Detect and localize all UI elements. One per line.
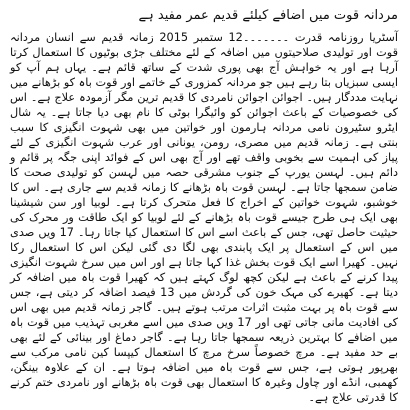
- article-paragraph: آسٹریا روزنامہ قدرت ۔۔۔۔۔۔۔12 ستمبر 2015 زمانہ قدیم سے انسان مردانہ قوت اور تولیدی صلاحیتوں میں اضافہ کے لئے مختلف جڑی بوٹیوں کا استعمال کرتا آرہا ہے اور یہ خواہش آج بھی پوری شدت کے ساتھ قائم ہے۔ یہاں ہم آپ کو ایسی سبزیاں بتا رہے ہیں جو مردانہ کمزوری کے خاتمے اور قوت باہ کو بڑھانے میں نہایت مددگار ہیں۔ اجوائن اجوائن نامردی کا قدیم ترین مگر آزمودہ علاج ہے۔ اس کی خصوصیات کے باعث اجوائن کو وائیگرا بوٹی کا نام بھی دیا جاتا ہے۔ یہ شال ایٹرو سٹیرون نامی مردانہ ہارمون اور خواتین میں بھی شہوت انگیزی کا سبب بنتی ہے۔ زمانہ قدیم میں مصری، رومن، یونانی اور عرب شہوت انگیزی کے لئے پیاز کی اہمیت سے بخوبی واقف تھے اور آج بھی اس کے فوائد اپنی جگہ پر قائم و دائم ہیں۔ لہسن یورپ کے جنوب مشرقی حصہ میں لہسن کو تولیدی صحت کا ضامن سمجھا جاتا ہے۔ لہسن قوت باہ بڑھانے کا زمانہ قدیم سے جاری ہے۔ اس کا خوشبو، شہوت خواتین کے اخراج کا فعل متحرک کرتا ہے۔ لوبیا اور سن شیشینا بھی ایک ہی طرح جیسے قوت باہ بڑھانے کے لئے لوبیا کو ایک طاقت ور محرک کی حیثیت حاصل تھی، جس کے باعث اسے اس کا استعمال کیا جاتا رہا۔ 17 ویں صدی میں اس کے استعمال پر ایک پابندی بھی لگا دی گئی لیکن اس کا استعمال رکا نہیں۔ کھیرا اسے ایک قوت بخش غذا کہا جاتا ہے اور اس میں سرخ شہوت انگیزی پیدا کرنے کے باعث ہے لیکن کچھ لوگ کہتے ہیں کہ کھیرا قوت باہ میں اضافہ کر دیتا ہے۔ کھیرے کی مہک خون کی گردش میں 13 فیصد اضافہ کر دیتی ہے، جس سے قوت باہ پر بہت مثبت اثرات مرتب ہوتے ہیں۔ گاجر زمانہ قدیم میں بھی اس کی افادیت مانی جاتی تھی اور 17 ویں صدی میں اسے مغربی تہذیب میں قوت باہ میں اضافے کا بہترین ذریعہ سمجھا جاتا رہا ہے۔ گاجر دماغ اور بینائی کے لئے بھی بے حد مفید ہے۔ مرچ خصوصاً سرخ مرچ کا استعمال کیپسا کین نامی مرکب سے بھرپور ہوتی ہے، جس سے قوت باہ میں اضافہ ہوتا ہے۔ ان کے علاوہ بینگن، کھمبی، انڈے اور چاول وغیرہ کا استعمال بھی قوت باہ بڑھانے اور نامردی ختم کرنے کا قدرتی علاج ہے۔: [10, 31, 399, 404]
- article-body: [10, 30, 399, 404]
- article-title: مردانہ قوت میں اضافے کیلئے قدیم عمر مفید ہے: [138, 8, 398, 23]
